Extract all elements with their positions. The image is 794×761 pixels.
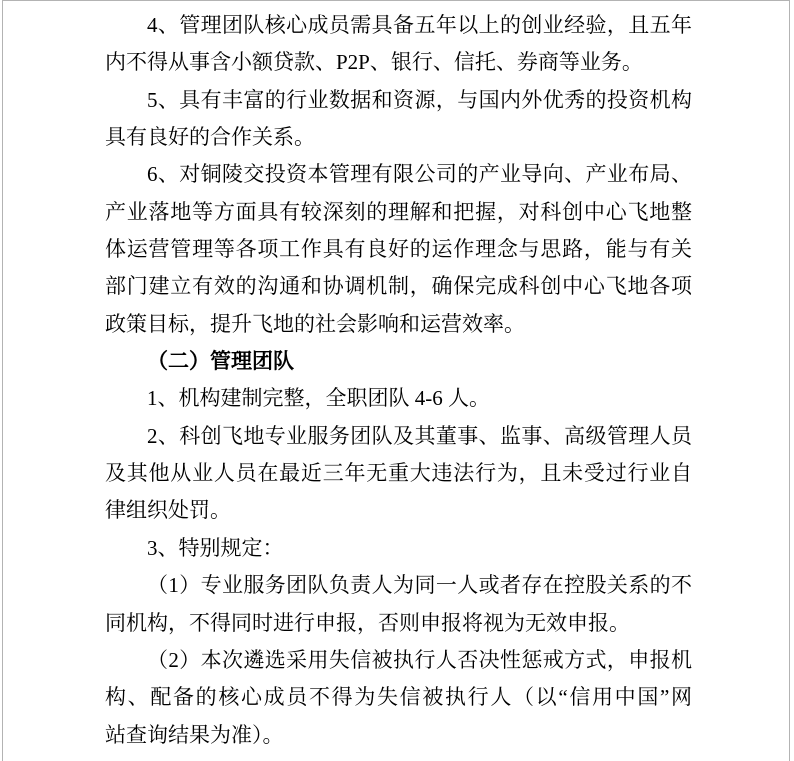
text-line: 5、具有丰富的行业数据和资源，与国内外优秀的投资机构 <box>147 87 692 112</box>
paragraph <box>105 82 692 157</box>
text-line: 部门建立有效的沟通和协调机制，确保完成科创中心飞地各项 <box>105 274 692 299</box>
text-line: 构、配备的核心成员不得为失信被执行人（以“信用中国”网 <box>105 685 692 710</box>
paragraph <box>105 7 692 82</box>
paragraph <box>105 156 692 343</box>
text-line: 律组织处罚。 <box>105 498 231 523</box>
paragraph <box>105 642 692 754</box>
text-line: 内不得从事含小额贷款、P2P、银行、信托、券商等业务。 <box>105 50 643 75</box>
paragraph <box>105 567 692 642</box>
text-line: 站查询结果为准）。 <box>105 722 284 747</box>
text-line: 2、科创飞地专业服务团队及其董事、监事、高级管理人员 <box>147 423 692 448</box>
text-line: （2）本次遴选采用失信被执行人否决性惩戒方式，申报机 <box>147 647 692 672</box>
text-line: 1、机构建制完整，全职团队 4-6 人。 <box>147 386 490 411</box>
text-line: 6、对铜陵交投资本管理有限公司的产业导向、产业布局、 <box>147 162 692 187</box>
text-line: 产业落地等方面具有较深刻的理解和把握，对科创中心飞地整 <box>105 199 692 224</box>
text-line: 4、管理团队核心成员需具备五年以上的创业经验，且五年 <box>147 13 692 37</box>
text-line: 体运营管理等各项工作具有良好的运作理念与思路，能与有关 <box>105 237 692 262</box>
document-content <box>3 1 789 754</box>
text-line: （1）专业服务团队负责人为同一人或者存在控股关系的不 <box>147 573 692 598</box>
document-page <box>2 0 790 761</box>
text-line: 政策目标，提升飞地的社会影响和运营效率。 <box>105 311 525 336</box>
section-heading <box>105 343 692 380</box>
text-line: 具有良好的合作关系。 <box>105 125 315 150</box>
text-line: 3、特别规定： <box>147 535 284 560</box>
paragraph <box>105 380 692 417</box>
text-line: 及其他从业人员在最近三年无重大违法行为，且未受过行业自 <box>105 461 692 486</box>
paragraph <box>105 418 692 530</box>
text-line: 同机构，不得同时进行申报，否则申报将视为无效申报。 <box>105 610 630 635</box>
text-line: （二）管理团队 <box>147 349 294 374</box>
paragraph <box>105 530 692 567</box>
